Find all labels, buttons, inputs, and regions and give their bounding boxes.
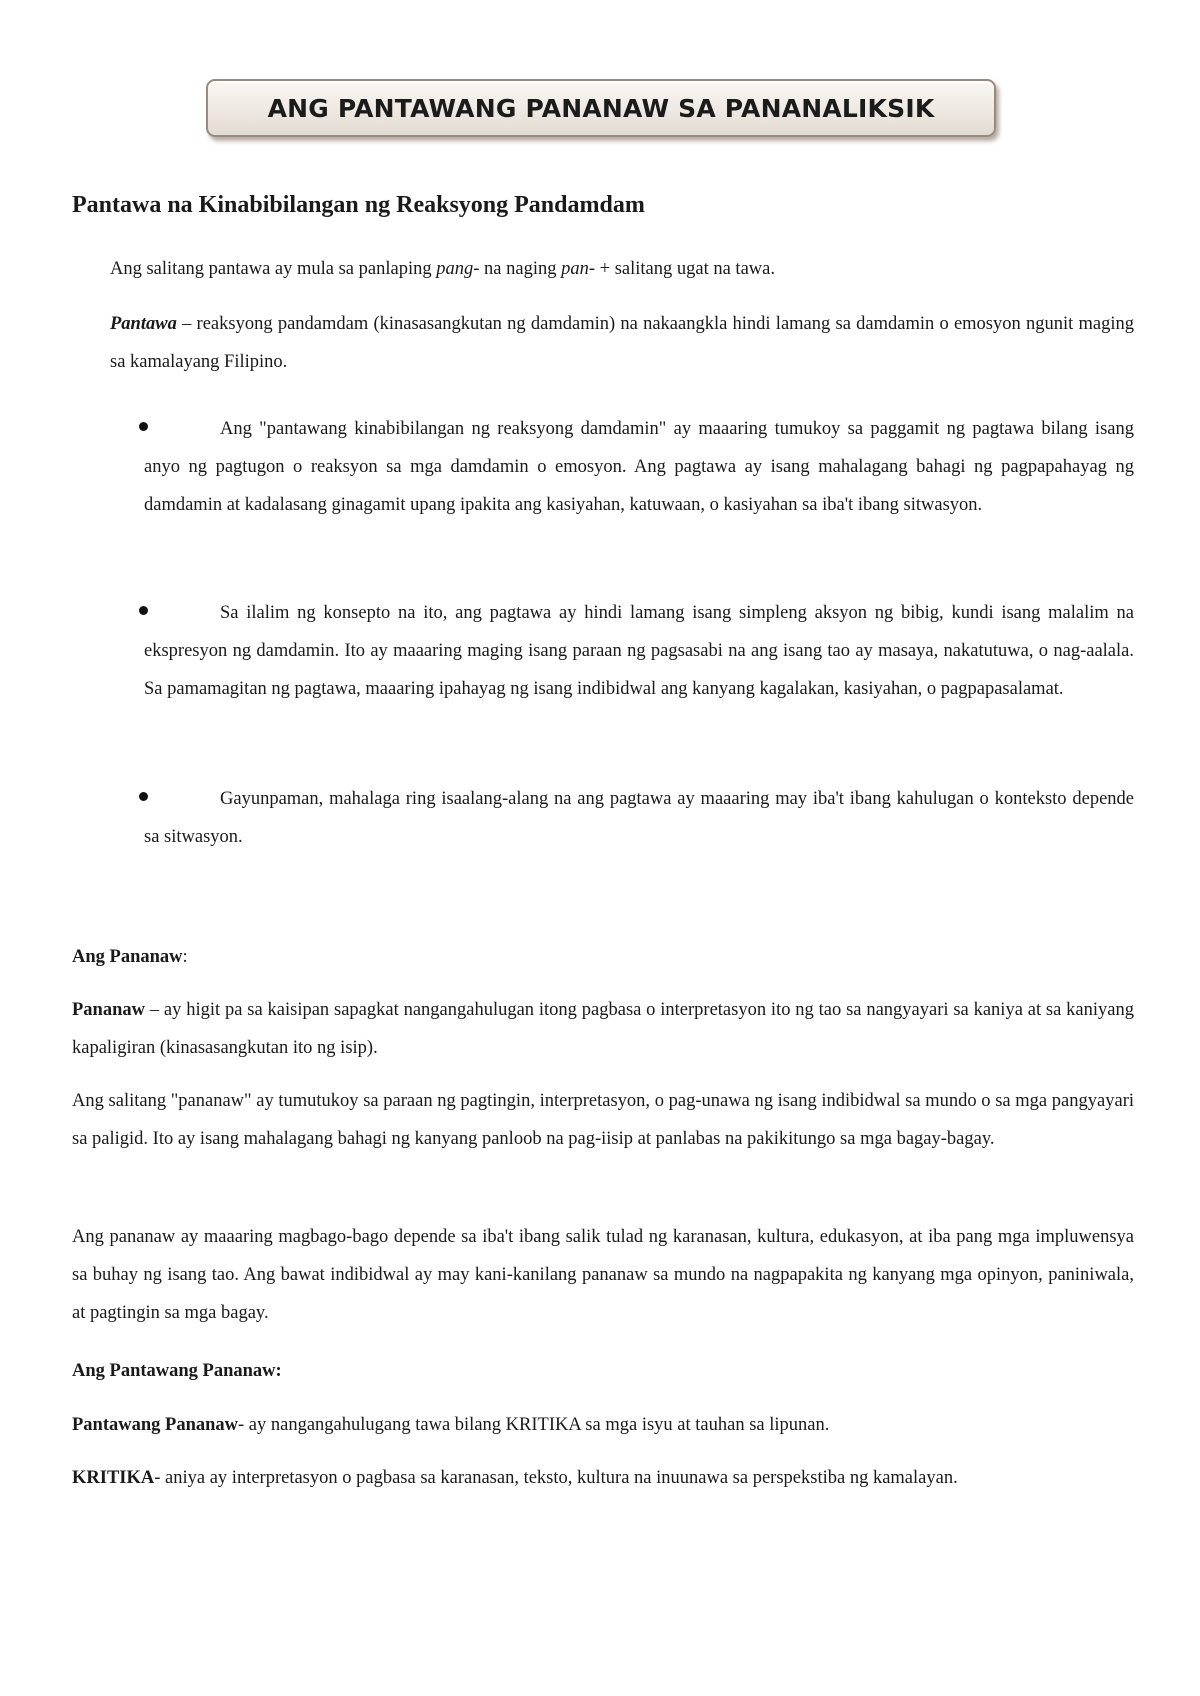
banner-title: ANG PANTAWANG PANANAW SA PANANALIKSIK (267, 93, 935, 123)
pananaw-definition: – ay higit pa sa kaisipan sapagkat nangangahulugan itong pagbasa o interpretasyon ito ng tao sa nangyayari sa kaniya at sa kaniyang kapaligiran (kinasasangkutan ito ng isip). (72, 1000, 1134, 1058)
intro-affix-pang: pang- (436, 259, 480, 279)
intro-text-3: + salitang ugat na tawa. (595, 259, 775, 279)
term-pananaw: Pananaw (72, 1000, 145, 1020)
term-kritika: KRITIKA (72, 1468, 155, 1488)
pantawang-pananaw-label-text: Ang Pantawang Pananaw: (72, 1361, 282, 1381)
pantawang-pananaw-label (72, 1352, 1134, 1390)
intro-text-1: Ang salitang pantawa ay mula sa panlaping (110, 259, 437, 279)
pananaw-definition-paragraph (72, 991, 1134, 1067)
bullet-item-1 (144, 410, 1134, 524)
bullet-text-2: Sa ilalim ng konsepto na ito, ang pagtawa ay hindi lamang isang simpleng aksyon ng bibig, kundi isang malalim na ekspresyon ng damdamin. Ito ay maaaring maging isang paraan ng pagsasabi na ang isang tao ay masaya, nakatutuwa, o nag-aalala. Sa pamamagitan ng pagtawa, maaaring ipahayag ng isang indibidwal ang kanyang kagalakan, kasiyahan, o pagpapasalamat. (144, 603, 1134, 699)
pantawang-pananaw-definition: - ay nangangahulugang tawa bilang KRITIKA sa mga isyu at tauhan sa lipunan. (238, 1415, 830, 1435)
pananaw-paragraph-1: Ang salitang "pananaw" ay tumutukoy sa paraan ng pagtingin, interpretasyon, o pag-unawa ng isang indibidwal sa mundo o sa mga pangyayari sa paligid. Ito ay isang mahalagang bahagi ng kanyang panloob na pag-iisip at panlabas na pakikitungo sa mga bagay-bagay. (72, 1091, 1134, 1149)
pantawang-pananaw-definition-paragraph (72, 1406, 1134, 1444)
bullet-text-1: Ang "pantawang kinabibilangan ng reaksyong damdamin" ay maaaring tumukoy sa paggamit ng pagtawa bilang isang anyo ng pagtugon o reaksyon sa mga damdamin o emosyon. Ang pagtawa ay isang mahalagang bahagi ng pagpapahayag ng damdamin at kadalasang ginagamit upang ipakita ang kasiyahan, katuwaan, o kasiyahan sa iba't ibang sitwasyon. (144, 419, 1134, 515)
term-pantawang-pananaw: Pantawang Pananaw (72, 1415, 239, 1435)
intro-paragraph-2 (110, 305, 1134, 381)
kritika-paragraph (72, 1459, 1134, 1497)
pantawa-definition: – reaksyong pandamdam (kinasasangkutan ng damdamin) na nakaangkla hindi lamang sa damdamin o emosyon ngunit maging sa kamalayang Filipino. (110, 314, 1134, 372)
bullet-dot-icon (139, 606, 148, 615)
kritika-definition: - aniya ay interpretasyon o pagbasa sa karanasan, teksto, kultura na inuunawa sa perspekstiba ng kamalayan. (154, 1468, 958, 1488)
section-heading-pantawa: Pantawa na Kinabibilangan ng Reaksyong Pandamdam (72, 192, 645, 218)
bullet-dot-icon (139, 422, 148, 431)
pananaw-label (72, 938, 1134, 976)
intro-affix-pan: pan- (561, 259, 596, 279)
term-pantawa: Pantawa (110, 314, 177, 334)
bullet-dot-icon (139, 792, 148, 801)
intro-paragraph-1 (110, 250, 1134, 288)
bullet-item-3 (144, 780, 1134, 856)
title-banner (206, 79, 996, 137)
pananaw-label-text: Ang Pananaw (72, 947, 183, 967)
bullet-item-2 (144, 594, 1134, 708)
pananaw-label-colon: : (182, 947, 188, 967)
bullet-text-3: Gayunpaman, mahalaga ring isaalang-alang na ang pagtawa ay maaaring may iba't ibang kahulugan o konteksto depende sa sitwasyon. (144, 789, 1134, 847)
intro-text-2: na naging (479, 259, 562, 279)
pananaw-paragraph-2: Ang pananaw ay maaaring magbago-bago depende sa iba't ibang salik tulad ng karanasan, kultura, edukasyon, at iba pang mga impluwensya sa buhay ng isang tao. Ang bawat indibidwal ay may kani-kanilang pananaw sa mundo na nagpapakita ng kanyang mga opinyon, paniniwala, at pagtingin sa mga bagay. (72, 1227, 1134, 1323)
